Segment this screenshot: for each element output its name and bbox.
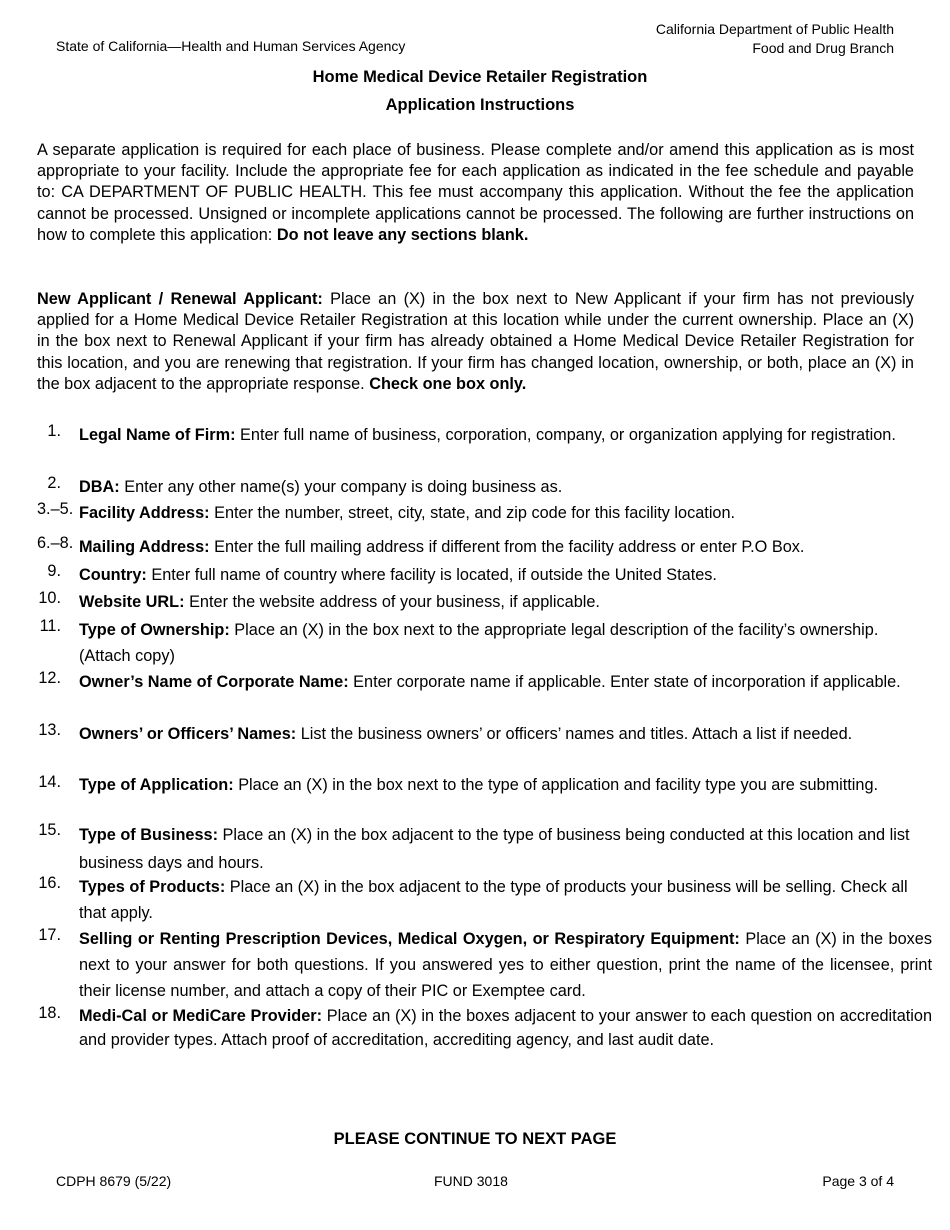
applicant-bold: Check one box only. [369,374,527,393]
item-text: Place an (X) in the box next to the appropriate legal description of the facility’s ownership. (Attach copy) [79,621,879,665]
item-text: Enter corporate name if applicable. Enter state of incorporation if applicable. [348,673,901,691]
item-number: 16. [38,874,61,892]
page-title: Home Medical Device Retailer Registration [312,68,648,86]
item-text: Enter the full mailing address if different from the facility address or enter P.O Box. [209,538,805,556]
list-item [37,1004,932,1052]
item-label: Mailing Address: [79,538,210,556]
item-label: Facility Address: [79,504,210,522]
applicant-label: New Applicant / Renewal Applicant: [37,290,323,308]
item-text: Enter the website address of your business, if applicable. [184,593,600,611]
item-number: 18. [38,1004,61,1022]
applicant-text: Place an (X) in the box next to New Applicant if your firm has not previously applied for a Home Medical Device Retailer Registration at this location while under the current ownership. Place an (X) in the box next to Renewal Applicant if your firm has already obtained a Home Medical Device Retailer Registration for this location, and you are renewing that registration. If your firm has changed location, ownership, or both, place an (X) in the box adjacent to the appropriate response. [37,290,914,393]
item-text: Enter full name of country where facility is located, if outside the United States. [146,566,717,584]
department-name: California Department of Public Health [655,21,894,37]
item-number: 10. [38,589,61,607]
form-number: CDPH 8679 (5/22) [56,1173,172,1189]
item-label: Country: [79,566,147,584]
department-block [656,20,894,58]
item-number: 14. [38,773,61,791]
list-item [37,589,932,617]
item-number: 3.–5. [37,500,74,518]
item-label: Type of Ownership: [79,621,230,639]
item-text: Place an (X) in the box adjacent to the type of products your business will be selling. Check all that apply. [79,878,908,922]
list-item [37,874,932,926]
item-label: Type of Business: [79,826,219,844]
item-body [79,422,932,448]
item-body [79,669,932,695]
item-text: Enter full name of business, corporation, company, or organization applying for registration. [235,426,896,444]
item-label: DBA: [79,478,120,496]
intro-paragraph [37,140,914,246]
item-text: Enter any other name(s) your company is doing business as. [119,478,563,496]
item-text: Place an (X) in the boxes adjacent to your answer to each question on accreditation and provider types. Attach proof of accreditation, accrediting agency, and last audit date. [79,1007,933,1049]
item-text: Place an (X) in the box adjacent to the type of business being conducted at this location and list business days and hours. [79,826,910,872]
list-item [37,534,932,562]
list-item [37,500,932,534]
item-body [79,874,932,926]
page-number: Page 3 of 4 [822,1173,894,1189]
item-number: 1. [47,422,61,440]
item-body [79,1004,932,1052]
page-subtitle: Application Instructions [385,96,575,114]
continue-notice: PLEASE CONTINUE TO NEXT PAGE [333,1130,617,1148]
item-body [79,500,932,526]
fund-code: FUND 3018 [434,1173,508,1189]
item-label: Types of Products: [79,878,226,896]
item-label: Website URL: [79,593,185,611]
list-item [37,474,932,500]
item-body [79,474,932,500]
item-body [79,617,932,669]
item-text: List the business owners’ or officers’ names and titles. Attach a list if needed. [296,725,853,743]
list-item [37,773,932,821]
item-body [79,821,932,877]
list-item [37,562,932,589]
list-item [37,617,932,669]
item-label: Selling or Renting Prescription Devices, Medical Oxygen, or Respiratory Equipment: [79,930,740,948]
item-number: 17. [38,926,61,944]
item-label: Owners’ or Officers’ Names: [79,725,297,743]
item-label: Type of Application: [79,776,234,794]
item-number: 15. [38,821,61,839]
item-number: 2. [47,474,61,492]
item-number: 13. [38,721,61,739]
instruction-list [37,422,932,1052]
item-text: Enter the number, street, city, state, and zip code for this facility location. [209,504,736,522]
list-item [37,669,932,721]
item-label: Medi-Cal or MediCare Provider: [79,1007,323,1025]
item-number: 9. [47,562,61,580]
item-label: Owner’s Name of Corporate Name: [79,673,349,691]
list-item [37,422,932,474]
item-body [79,534,932,560]
item-number: 6.–8. [37,534,74,552]
item-number: 12. [38,669,61,687]
item-number: 11. [39,617,61,635]
intro-text: A separate application is required for each place of business. Please complete and/or amend this application as is most appropriate to your facility. Include the appropriate fee for each application as indicated in the fee schedule and payable to: CA DEPARTMENT OF PUBLIC HEALTH. This fee must accompany this application. Without the fee the application cannot be processed. Unsigned or incomplete applications cannot be processed. The following are further instructions on how to complete this application: [37,141,914,244]
branch-name: Food and Drug Branch [752,40,894,56]
agency-name: State of California—Health and Human Services Agency [56,38,406,54]
item-text: Place an (X) in the boxes next to your answer for both questions. If you answered yes to either question, print the name of the licensee, print their license number, and attach a copy of their PIC or Exemptee card. [79,930,932,1000]
intro-bold: Do not leave any sections blank. [276,225,529,244]
item-body [79,926,932,1004]
list-item [37,926,932,1004]
item-body [79,721,932,747]
list-item [37,821,932,874]
item-body [79,589,932,615]
item-body [79,773,932,796]
item-body [79,562,932,588]
list-item [37,721,932,773]
applicant-paragraph [37,289,914,395]
item-text: Place an (X) in the box next to the type of application and facility type you are submitting. [233,776,879,794]
item-label: Legal Name of Firm: [79,426,236,444]
